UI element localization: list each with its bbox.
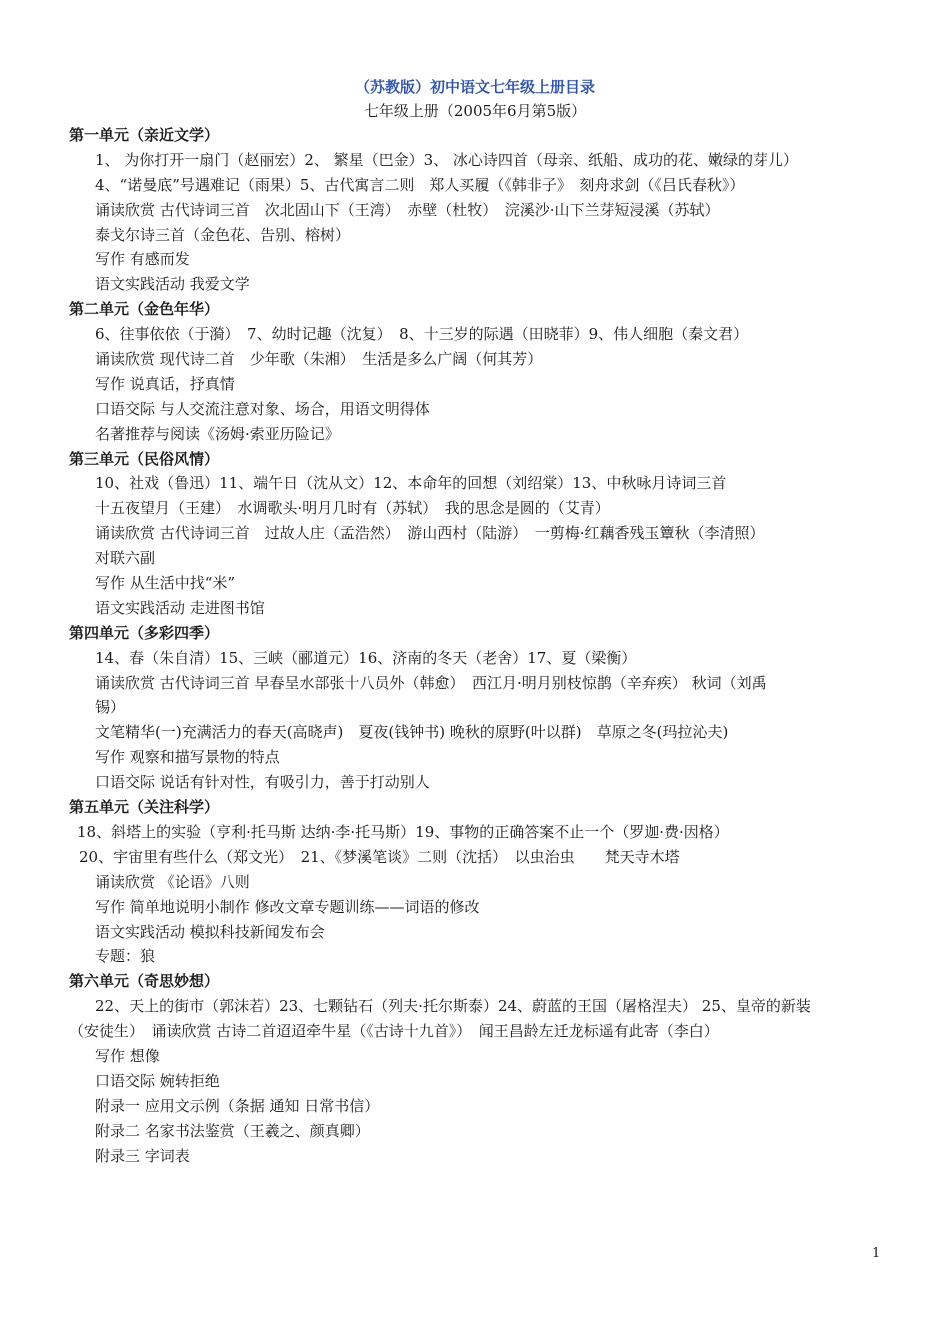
toc-line: 语文实践活动 走进图书馆 (95, 598, 265, 617)
toc-line: 写作 简单地说明小制作 修改文章专题训练——词语的修改 (95, 897, 480, 916)
toc-line: 诵读欣赏 古代诗词三首 过故人庄（孟浩然） 游山西村（陆游） 一剪梅·红藕香残玉簟秋（李清照） (95, 524, 765, 543)
toc-line: 十五夜望月（王建） 水调歌头·明月几时有（苏轼） 我的思念是圆的（艾青） (95, 499, 610, 518)
unit-heading: 第五单元（关注科学） (69, 798, 220, 817)
toc-line: 口语交际 与人交流注意对象、场合，用语文明得体 (95, 399, 430, 418)
toc-line: 口语交际 说话有针对性，有吸引力，善于打动别人 (95, 773, 430, 792)
toc-line: 专题：狼 (95, 947, 156, 966)
toc-line: 文笔精华(一)充满活力的春天(高晓声) 夏夜(钱钟书) 晚秋的原野(叶以群) 草原之冬(玛拉沁夫) (95, 723, 729, 742)
toc-line: 诵读欣赏 《论语》八则 (95, 872, 250, 891)
toc-line: 20、宇宙里有些什么（郑文光） 21、《梦溪笔谈》二则（沈括） 以虫治虫 梵天寺木塔 (79, 847, 680, 866)
toc-line: 6、往事依依（于漪） 7、幼时记趣（沈复） 8、十三岁的际遇（田晓菲）9、伟人细胞（秦文君） (95, 325, 749, 344)
toc-line: （安徒生） 诵读欣赏 古诗二首迢迢牵牛星（《古诗十九首》） 闻王昌龄左迁龙标遥有此寄（李白） (69, 1022, 719, 1041)
toc-line: 诵读欣赏 古代诗词三首 次北固山下（王湾） 赤壁（杜牧） 浣溪沙·山下兰芽短浸溪（苏轼） (95, 200, 720, 219)
document-subtitle: 七年级上册（2005年6月第5版） (363, 102, 587, 120)
toc-line: 诵读欣赏 古代诗词三首 早春呈水部张十八员外（韩愈） 西江月·明月别枝惊鹊（辛弃疾） 秋词（刘禹 (95, 673, 767, 692)
toc-line: 泰戈尔诗三首（金色花、告别、榕树） (95, 225, 351, 244)
toc-line: 1、 为你打开一扇门（赵丽宏）2、 繁星（巴金）3、 冰心诗四首（母亲、纸船、成功的花、嫩绿的芽儿） (95, 150, 798, 169)
unit-heading: 第一单元（亲近文学） (69, 126, 220, 144)
toc-line: 18、斜塔上的实验（亨利·托马斯 达纳·李·托马斯）19、事物的正确答案不止一个（罗迦·费·因格） (77, 822, 729, 841)
unit-heading: 第三单元（民俗风情） (69, 449, 220, 468)
toc-line: 名著推荐与阅读《汤姆·索亚历险记》 (95, 424, 340, 443)
unit-heading: 第二单元（金色年华） (69, 300, 220, 319)
document-title: （苏教版）初中语文七年级上册目录 (354, 78, 595, 96)
toc-line: 附录三 字词表 (95, 1146, 190, 1165)
toc-line: 写作 想像 (95, 1046, 160, 1065)
toc-line: 4、“诺曼底”号遇难记（雨果）5、古代寓言二则 郑人买履（《韩非子》 刻舟求剑（《吕氏春秋》） (95, 175, 745, 194)
toc-line: 诵读欣赏 现代诗二首 少年歌（朱湘） 生活是多么广阔（何其芳） (95, 350, 543, 369)
toc-line: 10、社戏（鲁迅）11、端午日（沈从文）12、本命年的回想（刘绍棠）13、中秋咏月诗词三首 (95, 474, 727, 493)
unit-heading: 第六单元（奇思妙想） (69, 972, 220, 991)
toc-line: 语文实践活动 我爱文学 (95, 275, 250, 294)
toc-line: 22、天上的街市（郭沫若）23、七颗钻石（列夫·托尔斯泰）24、蔚蓝的王国（屠格涅夫） 25、皇帝的新装 (95, 997, 811, 1016)
toc-line: 14、春（朱自清）15、三峡（郦道元）16、济南的冬天（老舍）17、夏（梁衡） (95, 648, 637, 667)
toc-line: 写作 从生活中找“米” (95, 574, 236, 593)
unit-heading: 第四单元（多彩四季） (69, 623, 220, 642)
table-of-contents (69, 123, 889, 1168)
toc-line: 口语交际 婉转拒绝 (95, 1071, 220, 1090)
page-number: 1 (872, 1246, 881, 1261)
toc-line: 语文实践活动 模拟科技新闻发布会 (95, 922, 325, 941)
toc-line: 写作 观察和描写景物的特点 (95, 748, 280, 767)
toc-line: 附录二 名家书法鉴赏（王羲之、颜真卿） (95, 1121, 370, 1140)
toc-line: 锡） (95, 698, 126, 717)
toc-line: 写作 说真话，抒真情 (95, 374, 235, 393)
toc-line: 对联六副 (95, 549, 156, 568)
toc-line: 写作 有感而发 (95, 250, 190, 269)
toc-line: 附录一 应用文示例（条据 通知 日常书信） (95, 1096, 380, 1115)
